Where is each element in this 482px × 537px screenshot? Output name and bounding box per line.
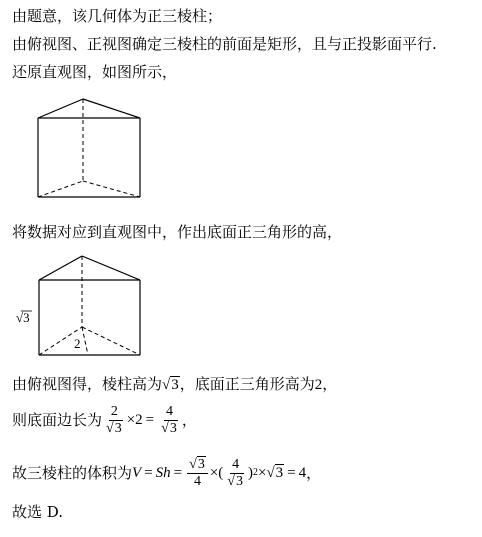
equals-sign: = [144,465,153,481]
text-line-4: 将数据对应到直观图中，作出底面正三角形的高， [12,223,343,241]
text-line-7 [12,452,321,494]
fraction-4-over-sqrt3-b [225,457,246,490]
radical-sign: √ [162,377,171,393]
frac-denominator [159,421,180,437]
text-line-6 [12,400,197,440]
times-sign-2: × [257,465,267,481]
radicand: 3 [197,456,205,472]
text-line-8: 故选 D. [12,503,64,521]
frac-denominator [104,421,125,437]
frac-numerator [187,457,208,474]
prism-figure-1 [30,95,150,199]
text-line-5 [12,374,337,395]
frac-numerator: 2 [110,403,118,419]
radical-sign: √ [106,420,114,436]
left-paren: ( [218,465,224,481]
radicand: 3 [169,420,177,436]
sqrt-3-factor [266,463,284,483]
equals-sign-2: = [173,465,183,481]
prism-figure-2 [12,250,152,360]
exponent-2: 2 [252,467,258,478]
right-paren: ) [247,465,253,481]
var-S: S [155,465,164,481]
line7-part-a: 故三棱柱的体积为 [12,464,133,482]
radicand: 3 [171,377,179,393]
line7-part-d: ， [306,464,322,482]
radicand: 3 [275,465,284,481]
base-height-label: 2 [74,336,81,351]
var-V: V [132,465,142,481]
factor-2: 2 [135,412,143,428]
line5-value: 2 [314,377,323,393]
line6-part-d: ， [181,411,197,429]
fraction-2-over-sqrt3 [104,404,125,437]
radical-sign: √ [161,420,169,436]
radical-sign: √ [227,473,235,489]
radical-sign: √ [189,456,197,472]
frac-numerator: 4 [232,456,240,472]
equals-sign: = [145,412,155,428]
text-line-2: 由俯视图、正视图确定三棱柱的前面是矩形，且与正投影面平行. [12,35,437,53]
result-4: 4 [298,465,307,481]
line6-part-a: 则底面边长为 [12,411,103,429]
height-label: √3 [16,310,30,325]
line5-part-b: ，底面正三角形高为 [179,375,315,393]
fraction-sqrt3-over-4 [187,457,208,490]
frac-numerator: 4 [165,403,173,419]
frac-denominator: 4 [193,473,201,489]
sqrt-3 [162,375,180,395]
frac-denominator [225,474,246,490]
equals-sign-3: = [287,465,296,481]
var-h: h [163,465,171,481]
line5-part-a: 由俯视图得，棱柱高为 [12,375,163,393]
times-sign: × [209,465,219,481]
text-line-3: 还原直观图，如图所示， [12,63,178,81]
times-sign: × [126,412,136,428]
line5-part-d: ， [322,375,338,393]
radical-sign: √ [266,465,275,481]
fraction-4-over-sqrt3 [159,404,180,437]
text-line-1: 由题意，该几何体为正三棱柱； [12,7,223,25]
radicand: 3 [235,473,243,489]
radicand: 3 [114,420,122,436]
